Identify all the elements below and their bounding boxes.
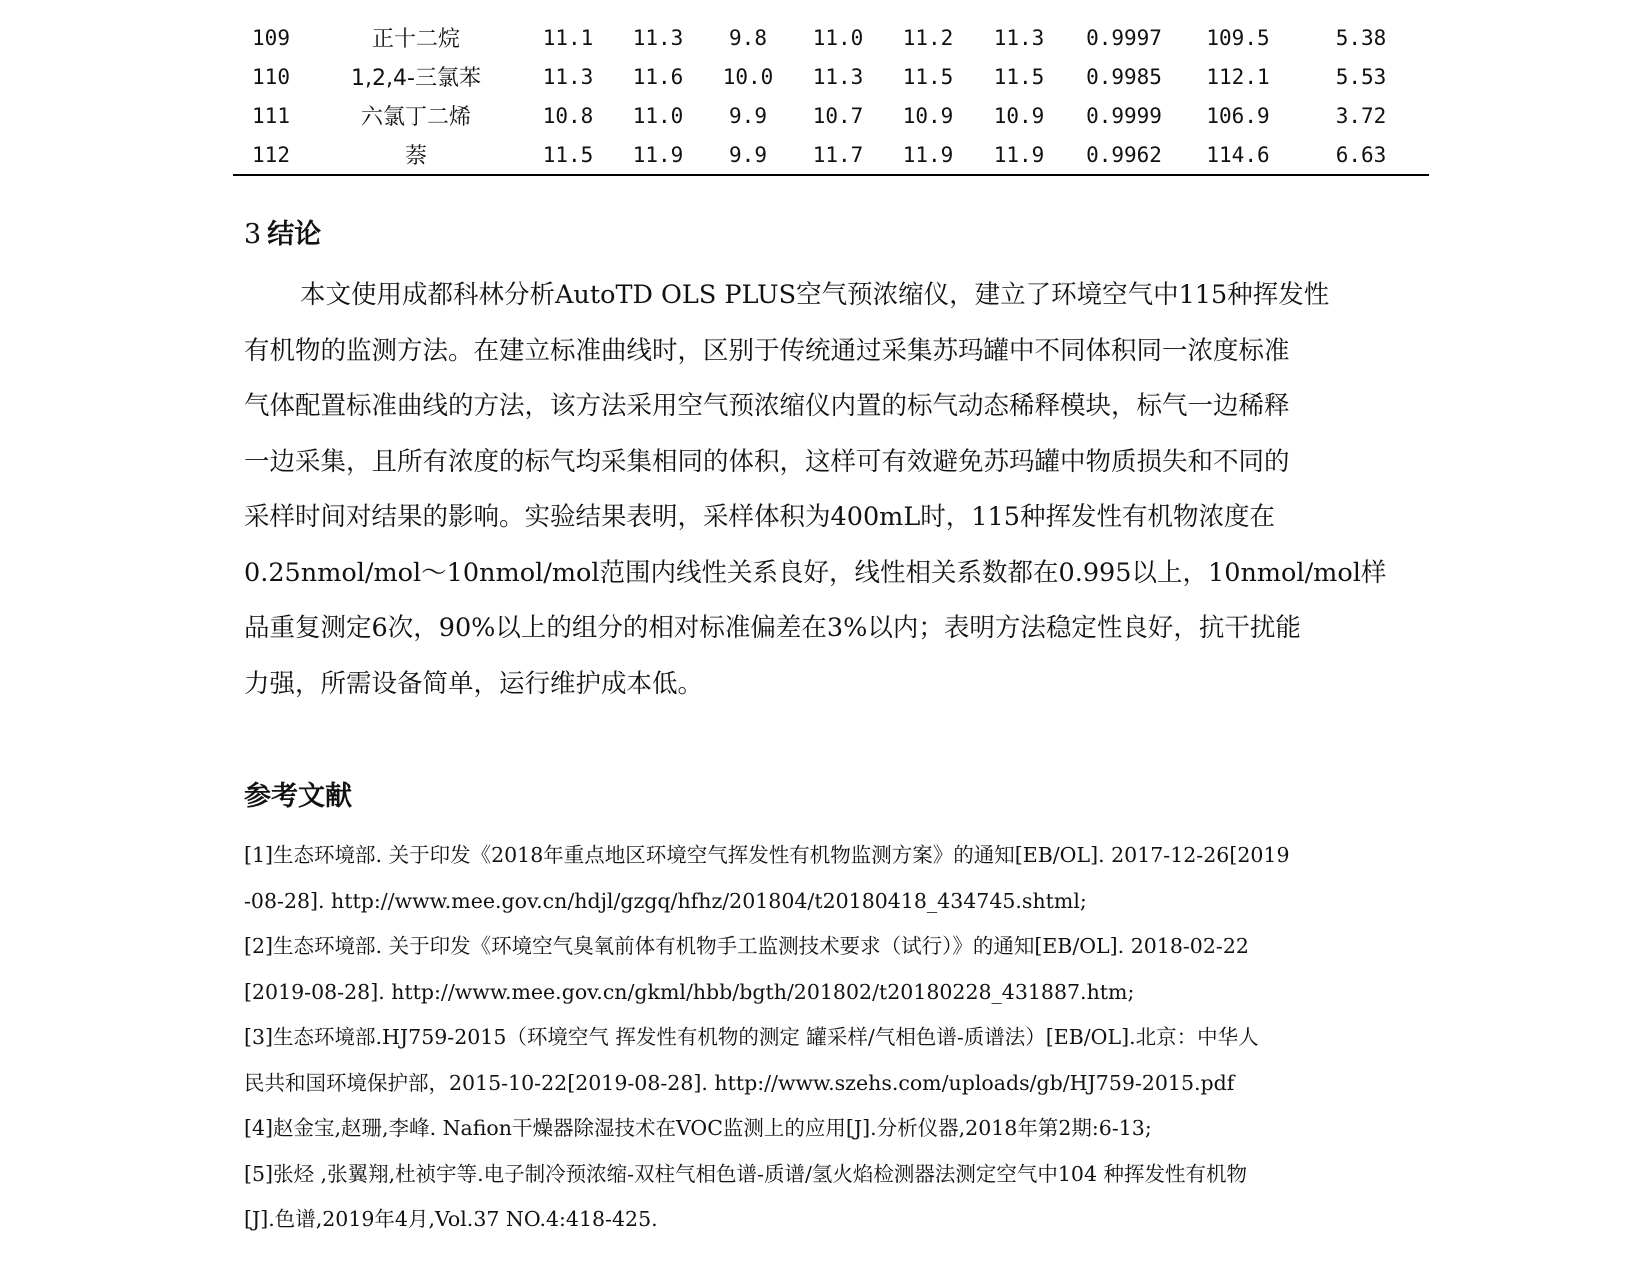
table-cell: 110 (252, 64, 290, 89)
table-cell: 0.9985 (1086, 64, 1162, 89)
reference-line: 民共和国环境保护部，2015-10-22[2019-08-28]. http://www.szehs.com/uploads/gb/HJ759-2015.pdf (244, 1070, 1235, 1095)
table-cell: 10.0 (722, 64, 774, 89)
table-row (233, 96, 1429, 135)
table-cell: 9.9 (729, 103, 767, 128)
reference-line: [3]生态环境部.HJ759-2015（环境空气 挥发性有机物的测定 罐采样/气相色谱-质谱法）[EB/OL].北京：中华人 (244, 1025, 1259, 1049)
paragraph-line: 一边采集，且所有浓度的标气均采集相同的体积，这样可有效避免苏玛罐中物质损失和不同的 (244, 446, 1290, 477)
table-cell: 10.9 (993, 103, 1045, 128)
table-cell: 10.8 (542, 103, 594, 128)
table-cell: 11.0 (632, 103, 684, 128)
reference-line: [5]张烃 ,张翼翔,杜祯宇等.电子制冷预浓缩-双柱气相色谱-质谱/氢火焰检测器法测定空气中104 种挥发性有机物 (244, 1161, 1248, 1186)
table-row (233, 18, 1429, 57)
table-cell: 0.9999 (1086, 103, 1162, 128)
table-cell: 0.9962 (1065, 135, 1183, 175)
reference-line: -08-28]. http://www.mee.gov.cn/hdjl/gzgq/hfhz/201804/t20180418_434745.shtml; (244, 888, 1087, 913)
paragraph-line: 有机物的监测方法。在建立标准曲线时，区别于传统通过采集苏玛罐中不同体积同一浓度标准 (244, 335, 1290, 366)
compound-name-cell: 六氯丁二烯 (360, 105, 471, 130)
table-cell: 112.1 (1206, 64, 1270, 89)
table-cell: 11.5 (902, 64, 954, 89)
table-cell: 11.5 (993, 64, 1045, 89)
results-table-fragment (233, 18, 1429, 176)
table-cell: 11.9 (613, 135, 703, 175)
section-heading (244, 212, 321, 251)
table-cell: 10.7 (812, 103, 864, 128)
table-cell: 112 (233, 135, 309, 175)
table-cell: 11.5 (523, 135, 613, 175)
table-cell: 5.38 (1335, 25, 1387, 50)
section-number: 3 (244, 219, 262, 250)
section-title: 结论 (267, 219, 322, 250)
compound-name-cell: 1,2,4-三氯苯 (351, 66, 481, 91)
paragraph-line: 0.25nmol/mol～10nmol/mol范围内线性关系良好，线性相关系数都在0.995以上，10nmol/mol样 (244, 557, 1387, 588)
paragraph-line: 本文使用成都科林分析AutoTD OLS PLUS空气预浓缩仪，建立了环境空气中115种挥发性 (300, 280, 1330, 310)
table-cell: 11.3 (632, 25, 684, 50)
table-body (233, 18, 1429, 175)
table-cell: 0.9997 (1086, 25, 1162, 50)
reference-line: [2]生态环境部. 关于印发《环境空气臭氧前体有机物手工监测技术要求（试行）》的通知[EB/OL]. 2018-02-22 (244, 934, 1249, 958)
compound-name-cell: 正十二烷 (371, 27, 460, 52)
table-cell: 9.8 (729, 25, 767, 50)
paragraph-line: 品重复测定6次，90%以上的组分的相对标准偏差在3%以内；表明方法稳定性良好，抗干扰能 (244, 613, 1301, 643)
table-row (233, 57, 1429, 96)
reference-line: [J].色谱,2019年4月,Vol.37 NO.4:418-425. (244, 1207, 658, 1231)
table-cell: 3.72 (1335, 103, 1387, 128)
table-cell: 11.7 (793, 135, 883, 175)
paragraph-line: 气体配置标准曲线的方法，该方法采用空气预浓缩仪内置的标气动态稀释模块，标气一边稀释 (244, 391, 1290, 421)
table-cell: 11.2 (902, 25, 954, 50)
reference-line: [2019-08-28]. http://www.mee.gov.cn/gkml/hbb/bgth/201802/t20180228_431887.htm; (244, 979, 1135, 1004)
table-cell: 11.3 (993, 25, 1045, 50)
table-cell: 11.6 (632, 64, 684, 89)
table-cell: 11.0 (812, 25, 864, 50)
table-cell: 109 (252, 25, 290, 50)
table-cell: 109.5 (1206, 25, 1270, 50)
table-cell: 11.9 (973, 135, 1065, 175)
table-cell: 11.1 (542, 25, 594, 50)
reference-line: [1]生态环境部. 关于印发《2018年重点地区环境空气挥发性有机物监测方案》的通知[EB/OL]. 2017-12-26[2019 (244, 843, 1290, 867)
paragraph-line: 采样时间对结果的影响。实验结果表明，采样体积为400mL时，115种挥发性有机物浓度在 (244, 502, 1275, 532)
table-cell: 106.9 (1206, 103, 1270, 128)
table-cell: 5.53 (1335, 64, 1387, 89)
table-cell: 111 (252, 103, 290, 128)
table-cell: 6.63 (1293, 135, 1429, 175)
table-cell: 114.6 (1183, 135, 1293, 175)
conclusion-paragraph (244, 268, 1414, 712)
reference-line: [4]赵金宝,赵珊,李峰. Nafion干燥器除湿技术在VOC监测上的应用[J].分析仪器,2018年第2期:6-13; (244, 1116, 1152, 1140)
references-heading: 参考文献 (244, 781, 352, 812)
table-cell: 11.3 (542, 64, 594, 89)
table-cell: 10.9 (902, 103, 954, 128)
references-list (244, 833, 1416, 1243)
table-row (233, 135, 1429, 175)
compound-name-cell: 萘 (309, 135, 523, 175)
table-cell: 11.3 (812, 64, 864, 89)
table-cell: 9.9 (703, 135, 793, 175)
table-cell: 11.9 (883, 135, 973, 175)
paragraph-line: 力强，所需设备简单，运行维护成本低。 (244, 668, 704, 699)
